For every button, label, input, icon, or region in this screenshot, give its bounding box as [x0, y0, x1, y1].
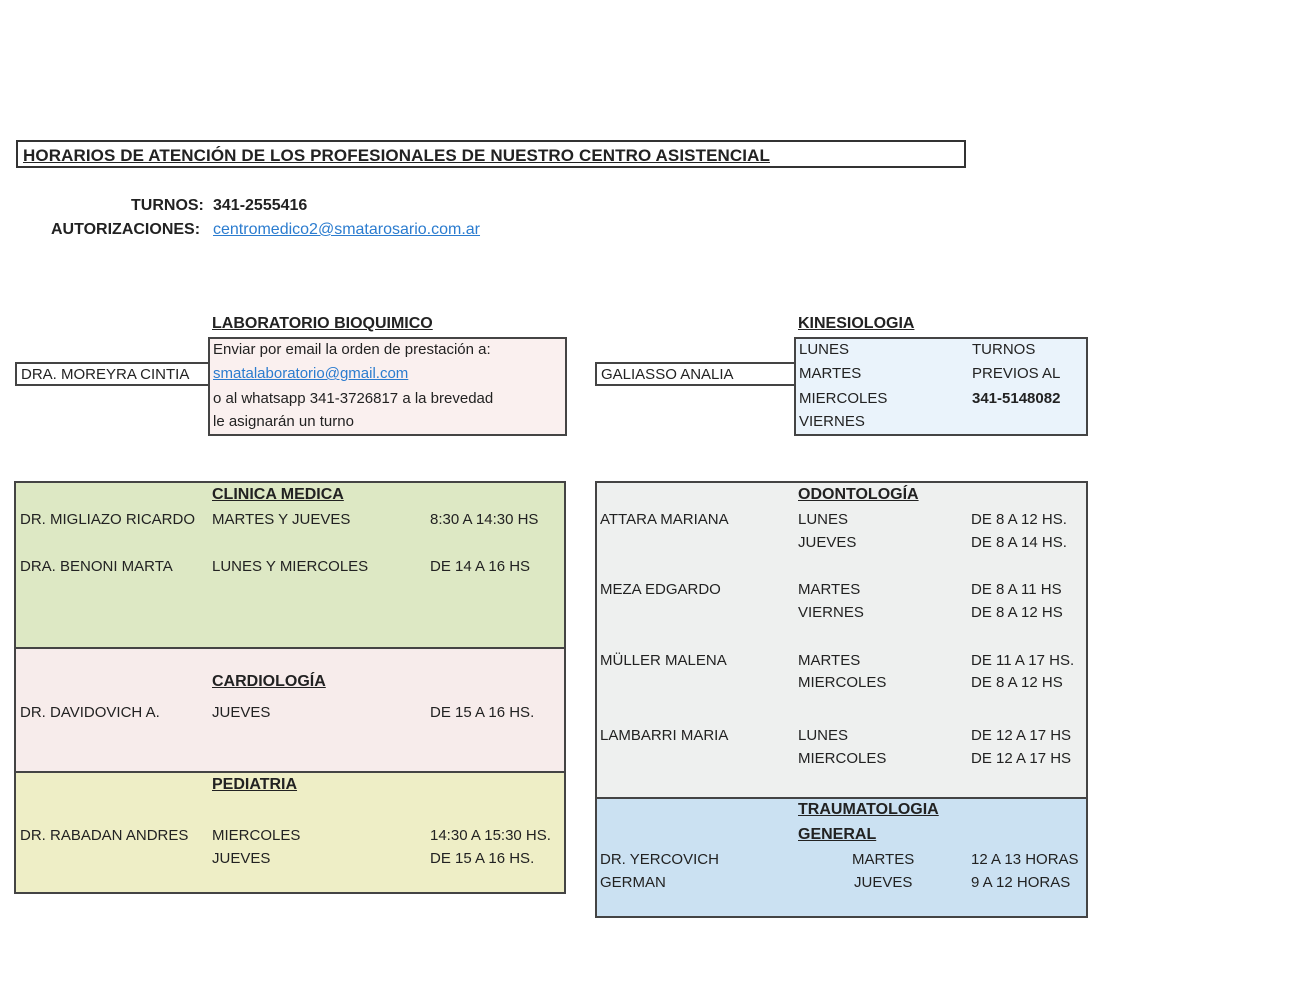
kinesiologia-doctor-box — [595, 362, 796, 386]
autorizaciones-label: AUTORIZACIONES: — [51, 221, 201, 238]
traumatologia-hours-1: 12 A 13 HORAS — [971, 851, 1079, 868]
odontologia-hours-4b: DE 12 A 17 HS — [971, 750, 1072, 767]
laboratorio-line-4: le asignarán un turno — [213, 413, 354, 430]
kinesiologia-day-1: LUNES — [799, 341, 850, 358]
laboratorio-line-1: Enviar por email la orden de prestación a: — [213, 341, 491, 358]
odontologia-hours-1b: DE 8 A 14 HS. — [971, 534, 1067, 551]
turnos-label: TURNOS: — [131, 197, 204, 214]
odontologia-hours-1a: DE 8 A 12 HS. — [971, 511, 1067, 528]
turnos-phone: 341-2555416 — [213, 197, 308, 214]
cardiologia-title: CARDIOLOGÍA — [212, 673, 326, 690]
traumatologia-section — [595, 797, 1088, 918]
cardiologia-section — [14, 647, 566, 773]
pediatria-hours-2: DE 15 A 16 HS. — [430, 850, 535, 867]
odontologia-doctor-1: ATTARA MARIANA — [600, 511, 729, 528]
kinesiologia-day-2: MARTES — [799, 365, 862, 382]
odontologia-days-4a: LUNES — [798, 727, 849, 744]
pediatria-doctor: DR. RABADAN ANDRES — [20, 827, 189, 844]
clinica-doctor-1: DR. MIGLIAZO RICARDO — [20, 511, 196, 528]
clinica-days-2: LUNES Y MIERCOLES — [212, 558, 369, 575]
pediatria-day-2: JUEVES — [212, 850, 271, 867]
odontologia-hours-3a: DE 11 A 17 HS. — [971, 652, 1075, 669]
odontologia-hours-2a: DE 8 A 11 HS — [971, 581, 1062, 598]
laboratorio-email-link[interactable]: smatalaboratorio@gmail.com — [213, 365, 409, 382]
pediatria-day-1: MIERCOLES — [212, 827, 301, 844]
odontologia-days-3b: MIERCOLES — [798, 674, 887, 691]
traumatologia-hours-2: 9 A 12 HORAS — [971, 874, 1071, 891]
kinesiologia-doctor: GALIASSO ANALIA — [601, 366, 734, 383]
clinica-medica-section — [14, 481, 566, 649]
laboratorio-doctor: DRA. MOREYRA CINTIA — [21, 366, 190, 383]
traumatologia-doctor-1: DR. YERCOVICH — [600, 851, 719, 868]
page-title-box — [16, 140, 966, 168]
clinica-hours-1: 8:30 A 14:30 HS — [430, 511, 539, 528]
odontologia-days-4b: MIERCOLES — [798, 750, 887, 767]
laboratorio-info-box — [208, 337, 567, 436]
traumatologia-doctor-2: GERMAN — [600, 874, 666, 891]
traumatologia-title-2: GENERAL — [798, 826, 877, 843]
cardiologia-doctor-1: DR. DAVIDOVICH A. — [20, 704, 160, 721]
pediatria-hours-1: 14:30 A 15:30 HS. — [430, 827, 551, 844]
clinica-hours-2: DE 14 A 16 HS — [430, 558, 531, 575]
pediatria-title: PEDIATRIA — [212, 776, 298, 793]
traumatologia-day-2: JUEVES — [854, 874, 913, 891]
odontologia-hours-4a: DE 12 A 17 HS — [971, 727, 1072, 744]
kinesiologia-note-1: TURNOS — [972, 341, 1036, 358]
odontologia-days-3a: MARTES — [798, 652, 861, 669]
odontologia-doctor-3: MÜLLER MALENA — [600, 652, 727, 669]
traumatologia-day-1: MARTES — [852, 851, 915, 868]
odontologia-days-2a: MARTES — [798, 581, 861, 598]
laboratorio-title: LABORATORIO BIOQUIMICO — [212, 315, 433, 332]
laboratorio-doctor-box — [15, 362, 210, 386]
odontologia-title: ODONTOLOGÍA — [798, 486, 919, 503]
odontologia-days-1b: JUEVES — [798, 534, 857, 551]
laboratorio-line-3: o al whatsapp 341-3726817 a la brevedad — [213, 390, 494, 407]
odontologia-days-2b: VIERNES — [798, 604, 864, 621]
kinesiologia-info-box — [794, 337, 1088, 436]
clinica-doctor-2: DRA. BENONI MARTA — [20, 558, 173, 575]
cardiologia-days-1: JUEVES — [212, 704, 271, 721]
kinesiologia-day-4: VIERNES — [799, 413, 865, 430]
traumatologia-title-1: TRAUMATOLOGIA — [798, 801, 939, 818]
kinesiologia-phone: 341-5148082 — [972, 390, 1061, 407]
odontologia-hours-3b: DE 8 A 12 HS — [971, 674, 1063, 691]
kinesiologia-title: KINESIOLOGIA — [798, 315, 915, 332]
odontologia-section — [595, 481, 1088, 801]
page-title: HORARIOS DE ATENCIÓN DE LOS PROFESIONALES DE NUESTRO CENTRO ASISTENCIAL — [23, 146, 770, 165]
clinica-days-1: MARTES Y JUEVES — [212, 511, 351, 528]
clinica-medica-title: CLINICA MEDICA — [212, 486, 344, 503]
cardiologia-hours-1: DE 15 A 16 HS. — [430, 704, 535, 721]
autorizaciones-email-link[interactable]: centromedico2@smatarosario.com.ar — [213, 221, 481, 238]
pediatria-section — [14, 771, 566, 894]
kinesiologia-day-3: MIERCOLES — [799, 390, 888, 407]
kinesiologia-note-2: PREVIOS AL — [972, 365, 1061, 382]
odontologia-days-1a: LUNES — [798, 511, 849, 528]
odontologia-doctor-4: LAMBARRI MARIA — [600, 727, 729, 744]
odontologia-hours-2b: DE 8 A 12 HS — [971, 604, 1063, 621]
odontologia-doctor-2: MEZA EDGARDO — [600, 581, 721, 598]
